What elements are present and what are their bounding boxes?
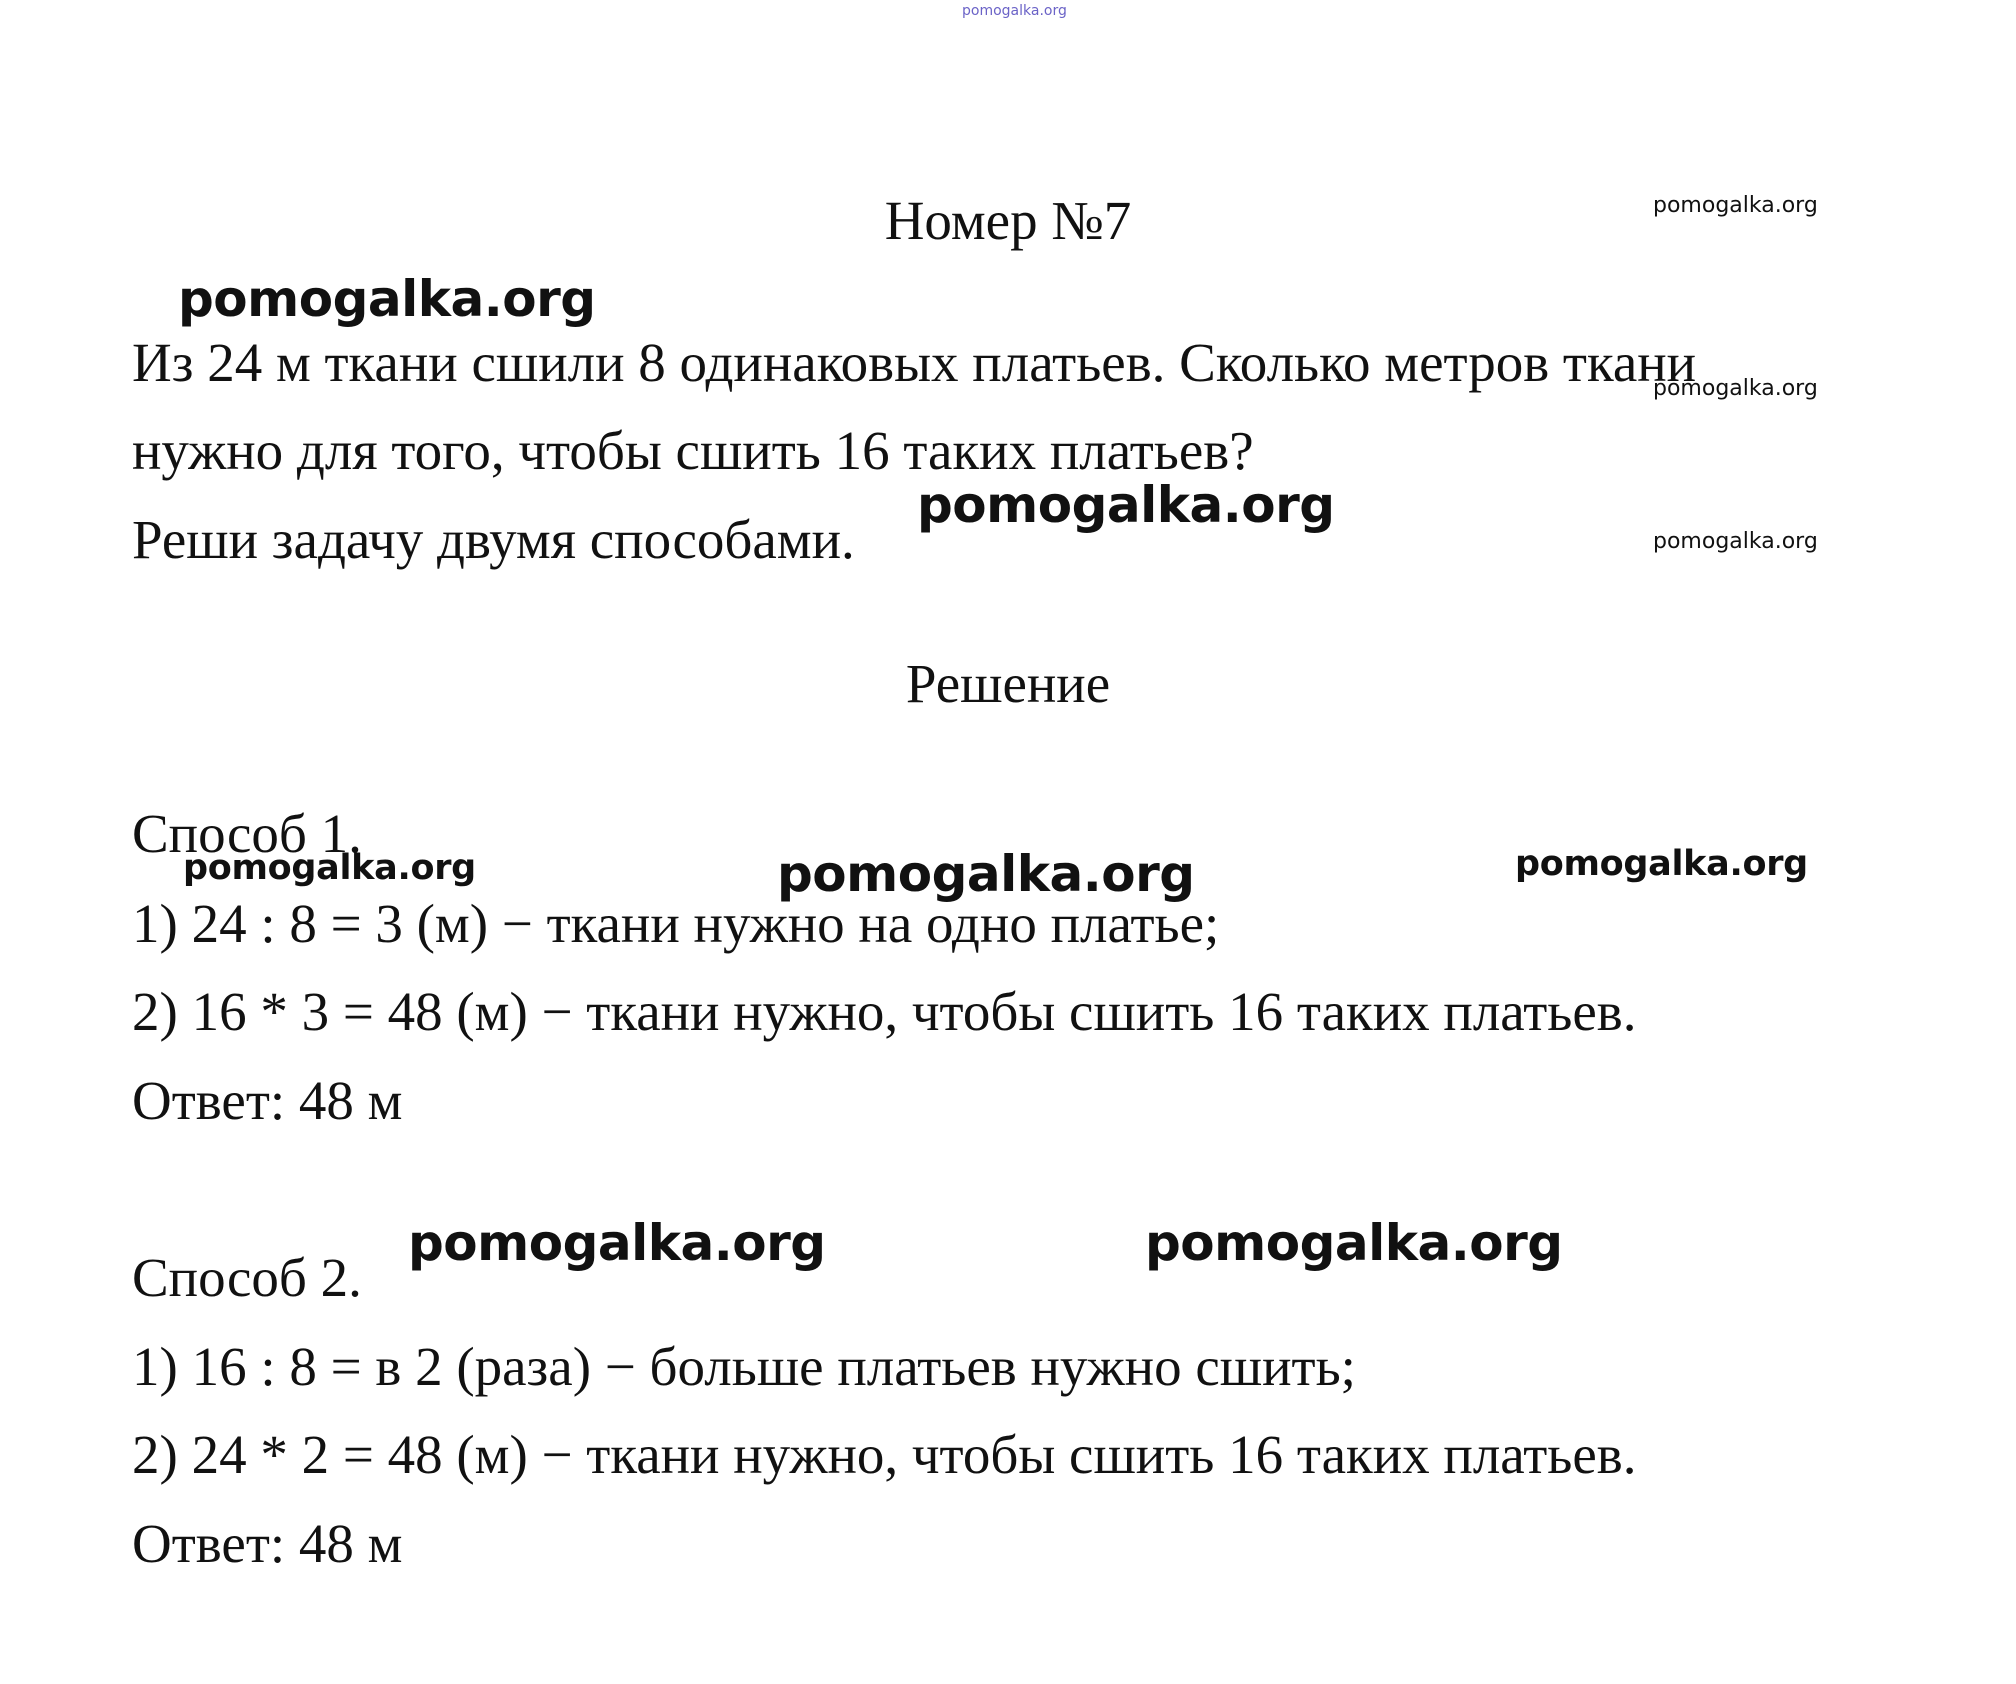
method-2-step-2: 2) 24 * 2 = 48 (м) − ткани нужно, чтобы сшить 16 таких платьев. [132,1424,1637,1485]
watermark-top-tiny: pomogalka.org [962,3,1067,19]
watermark-right-3: pomogalka.org [1653,529,1818,554]
method-1-heading: Способ 1. [132,803,362,864]
watermark-problem-top: pomogalka.org [178,270,596,328]
watermark-method1-left: pomogalka.org [183,848,476,888]
solution-heading: Решение [905,653,1111,714]
problem-line-1: Из 24 м ткани сшили 8 одинаковых платьев. Сколько метров ткани [132,332,1697,393]
problem-line-3: Реши задачу двумя способами. [132,509,855,570]
watermark-method1-right: pomogalka.org [1515,844,1808,884]
watermark-problem-middle: pomogalka.org [917,476,1335,534]
problem-line-2: нужно для того, чтобы сшить 16 таких платьев? [132,420,1254,481]
watermark-right-1: pomogalka.org [1653,193,1818,218]
watermark-method1-center: pomogalka.org [777,845,1195,903]
watermark-right-2: pomogalka.org [1653,376,1818,401]
watermark-method2-right: pomogalka.org [1145,1214,1563,1272]
method-1-step-1: 1) 24 : 8 = 3 (м) − ткани нужно на одно платье; [132,893,1220,954]
method-1-step-2: 2) 16 * 3 = 48 (м) − ткани нужно, чтобы сшить 16 таких платьев. [132,981,1637,1042]
method-2-answer: Ответ: 48 м [132,1513,403,1574]
page-title: Номер №7 [884,190,1132,251]
watermark-method2-left: pomogalka.org [408,1214,826,1272]
method-2-heading: Способ 2. [132,1247,362,1308]
method-2-step-1: 1) 16 : 8 = в 2 (раза) − больше платьев нужно сшить; [132,1336,1356,1397]
method-1-answer: Ответ: 48 м [132,1070,403,1131]
